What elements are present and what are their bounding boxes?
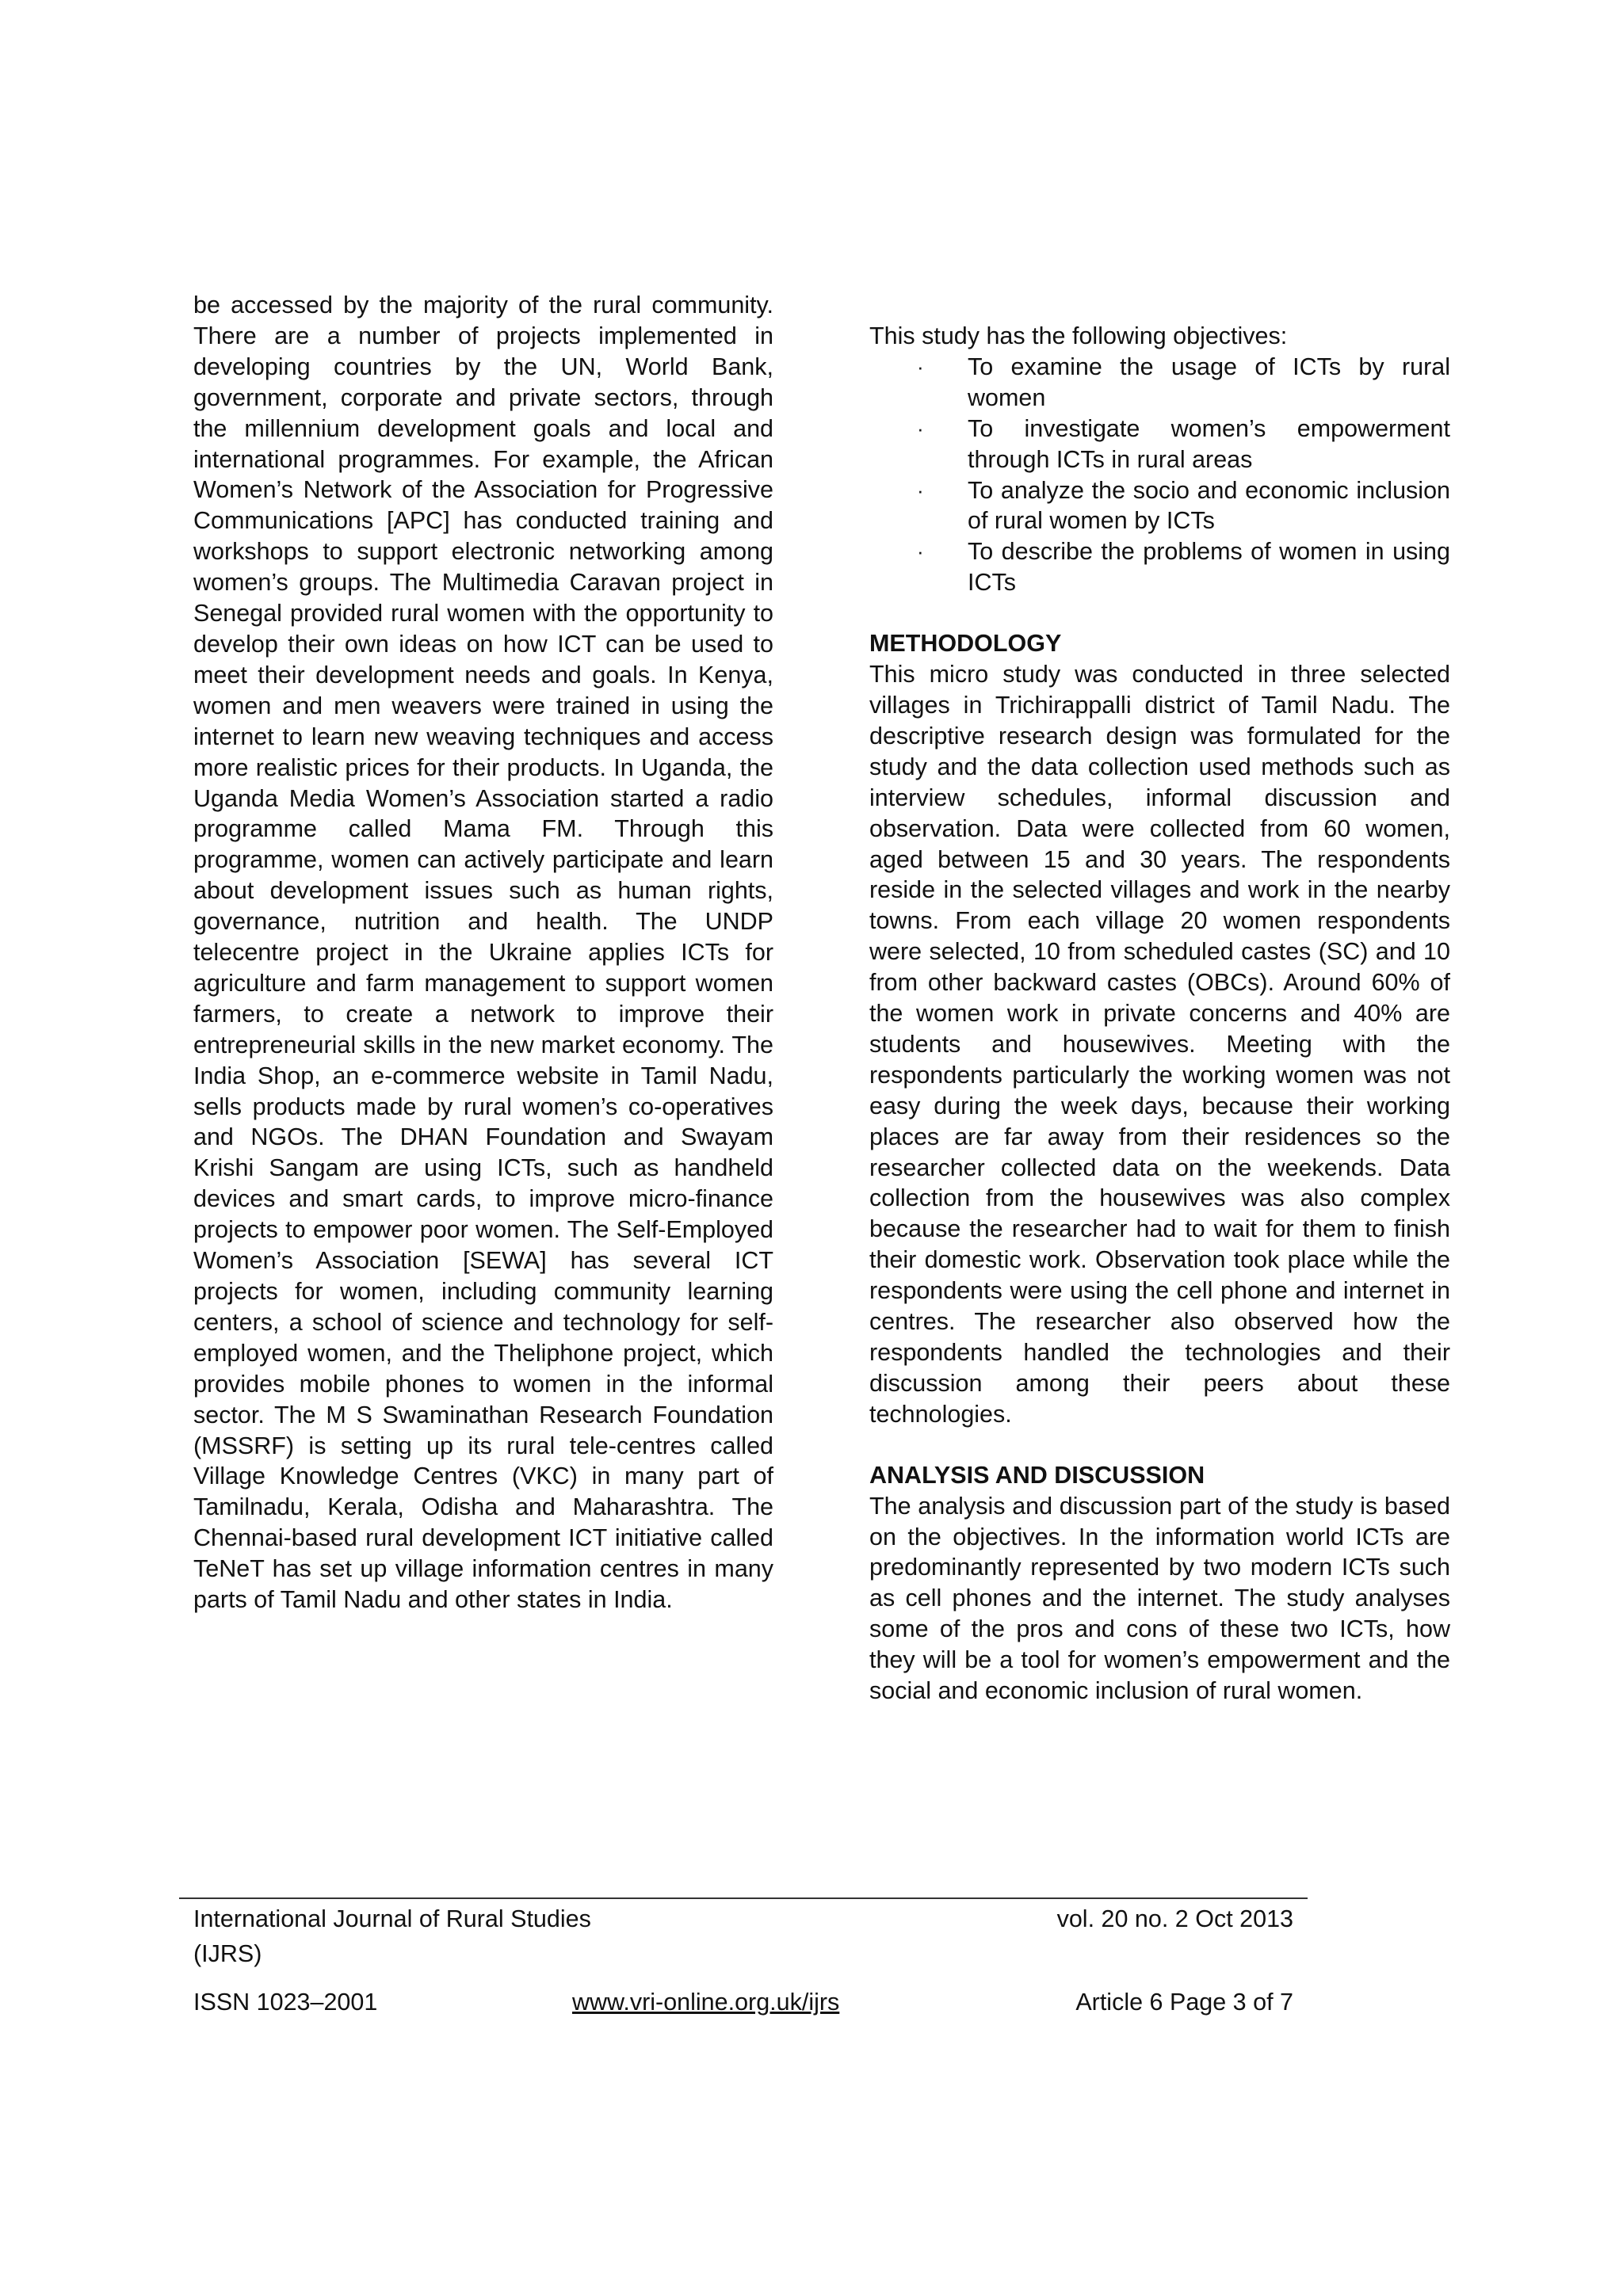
analysis-heading: ANALYSIS AND DISCUSSION [869,1461,1205,1489]
objective-text: To describe the problems of women in using ICTs [968,538,1450,597]
section-gap [869,598,1450,628]
list-item [869,475,1450,537]
footer-page-number: Article 6 Page 3 of 7 [1075,1989,1293,2016]
bullet-icon: · [917,416,924,441]
right-column [869,321,1450,1707]
footer-issn: ISSN 1023–2001 [193,1989,378,2016]
analysis-paragraph: The analysis and discussion part of the study is based on the objectives. In the information world ICTs are predominantly represented by two modern ICTs such as cell phones and the internet. The study analyses some of the pros and cons of these two ICTs, how they will be a tool for women’s empowerment and the social and economic inclusion of rural women. [869,1492,1450,1705]
list-item [869,414,1450,475]
footer-journal-name: International Journal of Rural Studies (IJRS) [193,1905,591,1967]
footer-url-link[interactable]: www.vri-online.org.uk/ijrs [572,1989,840,2016]
objective-text: To examine the usage of ICTs by rural women [968,353,1450,411]
objective-text: To investigate women’s empowerment through ICTs in rural areas [968,414,1450,473]
objectives-list [869,352,1450,598]
bullet-icon: · [917,478,924,502]
objectives-intro: This study has the following objectives: [869,322,1288,349]
body-paragraph: be accessed by the majority of the rural community. There are a number of projects implemented in developing countries by the UN, World Bank, government, corporate and private sectors, through the millennium development goals and local and international programmes. For example, the African Women’s Network of the Association for Progressive Communications [APC] has conducted training and workshops to support electronic networking among women’s groups. The Multimedia Caravan project in Senegal provided rural women with the opportunity to develop their own ideas on how ICT can be used to meet their development needs and goals. In Kenya, women and men weavers were trained in using the internet to learn new weaving techniques and access more realistic prices for their products. In Uganda, the Uganda Media Women’s Association started a radio programme called Mama FM. Through this programme, women can actively participate and learn about development issues such as human rights, governance, nutrition and health. The UNDP telecentre project in the Ukraine applies ICTs for agriculture and farm management to support women farmers, to create a network to improve their entrepreneurial skills in the new market economy. The India Shop, an e-commerce website in Tamil Nadu, sells products made by rural women’s co-operatives and NGOs. The DHAN Foundation and Swayam Krishi Sangam are using ICTs, such as handheld devices and smart cards, to improve micro-finance projects to empower poor women. The Self-Employed Women’s Association [SEWA] has several ICT projects for women, including community learning centers, a school of science and technology for self-employed women, and the Theliphone project, which provides mobile phones to women in the informal sector. The M S Swaminathan Research Foundation (MSSRF) is setting up its rural tele-centres called Village Knowledge Centres (VKC) in many part of Tamilnadu, Kerala, Odisha and Maharashtra. The Chennai-based rural development ICT initiative called TeNeT has set up village information centres in many parts of Tamil Nadu and other states in India. [193,292,773,1614]
list-item [869,536,1450,598]
list-item [869,352,1450,414]
objective-text: To analyze the socio and economic inclusion of rural women by ICTs [968,476,1450,535]
methodology-paragraph: This micro study was conducted in three selected villages in Trichirappalli district of Tamil Nadu. The descriptive research design was formulated for the study and the data collection used methods such as interview schedules, informal discussion and observation. Data were collected from 60 women, aged between 15 and 30 years. The respondents reside in the selected villages and work in the nearby towns. From each village 20 women respondents were selected, 10 from scheduled castes (SC) and 10 from other backward castes (OBCs). Around 60% of the women work in private concerns and 40% are students and housewives. Meeting with the respondents particularly the working women was not easy during the week days, because their working places are far away from their residences so the researcher collected data on the weekends. Data collection from the housewives was also complex because the researcher had to wait for them to finish their domestic work. Observation took place while the respondents were using the cell phone and internet in centres. The researcher also observed how the respondents handled the technologies and their discussion among their peers about these technologies. [869,661,1450,1428]
section-gap [869,1430,1450,1460]
bullet-icon: · [917,354,924,379]
methodology-heading: METHODOLOGY [869,630,1062,658]
footer-volume: vol. 20 no. 2 Oct 2013 [1056,1905,1293,1932]
left-column [193,290,773,1615]
bullet-icon: · [917,540,924,564]
footer-divider [179,1897,1308,1899]
